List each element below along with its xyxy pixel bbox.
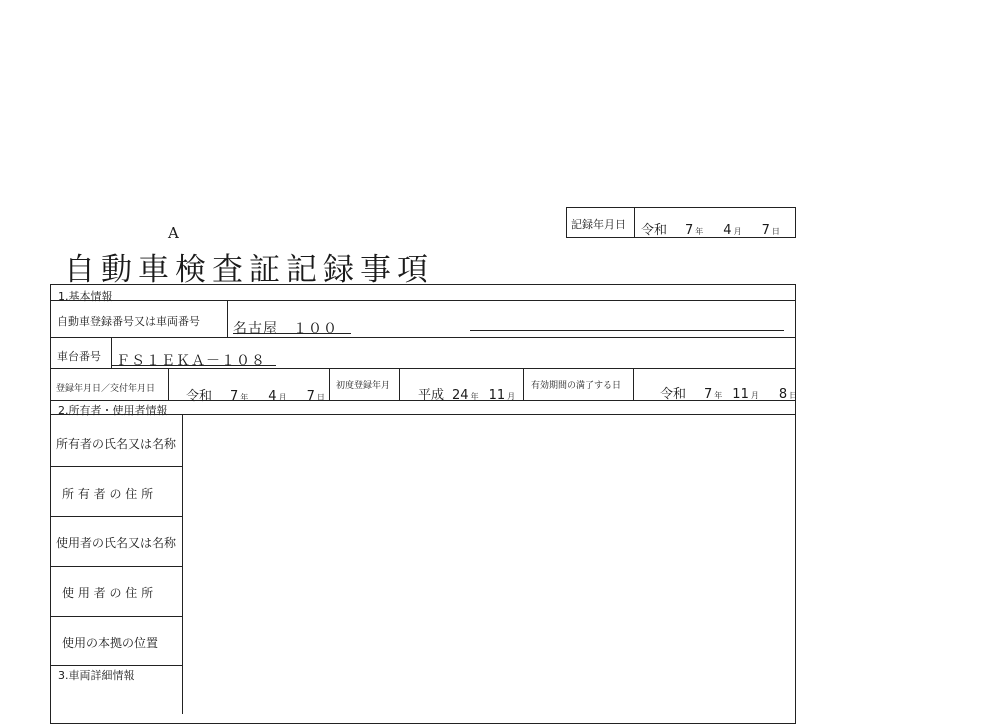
expiry-value: 令和 7 年 11 月 8 日 bbox=[660, 387, 798, 402]
reg-date-value: 令和 7 年 4 月 7 日 bbox=[186, 389, 325, 404]
first-reg-value: 平成 24 年 11 月 bbox=[418, 388, 516, 403]
user-address-label: 使 用 者 の 住 所 bbox=[62, 586, 154, 600]
record-date-label: 記録年月日 bbox=[571, 218, 626, 231]
section-vehicle-title: 3.車両詳細情報 bbox=[58, 669, 135, 682]
base-location-label: 使用の本拠の位置 bbox=[62, 636, 159, 650]
page-marker: A bbox=[168, 224, 179, 242]
expiry-label: 有効期間の満了する日 bbox=[531, 381, 622, 391]
owner-name-label: 所有者の氏名又は名称 bbox=[56, 437, 177, 451]
page-title: 自動車検査証記録事項 bbox=[64, 252, 434, 288]
user-name-label: 使用者の氏名又は名称 bbox=[56, 536, 177, 550]
record-date-value: 令和 7 年 4 月 7 日 bbox=[641, 223, 780, 238]
reg-no-value: 名古屋 １００ bbox=[233, 321, 338, 337]
reg-date-label: 登録年月日／交付年月日 bbox=[56, 384, 156, 394]
owner-address-label: 所 有 者 の 住 所 bbox=[62, 487, 154, 501]
section-basic-title: 1.基本情報 bbox=[58, 290, 113, 303]
reg-no-label: 自動車登録番号又は車両番号 bbox=[57, 315, 200, 328]
chassis-label: 車台番号 bbox=[57, 350, 101, 363]
chassis-value: ＦＳ１ＥＫＡ－１０８ bbox=[116, 353, 266, 369]
section-owner-title: 2.所有者・使用者情報 bbox=[58, 404, 168, 417]
first-reg-label: 初度登録年月 bbox=[336, 381, 391, 391]
